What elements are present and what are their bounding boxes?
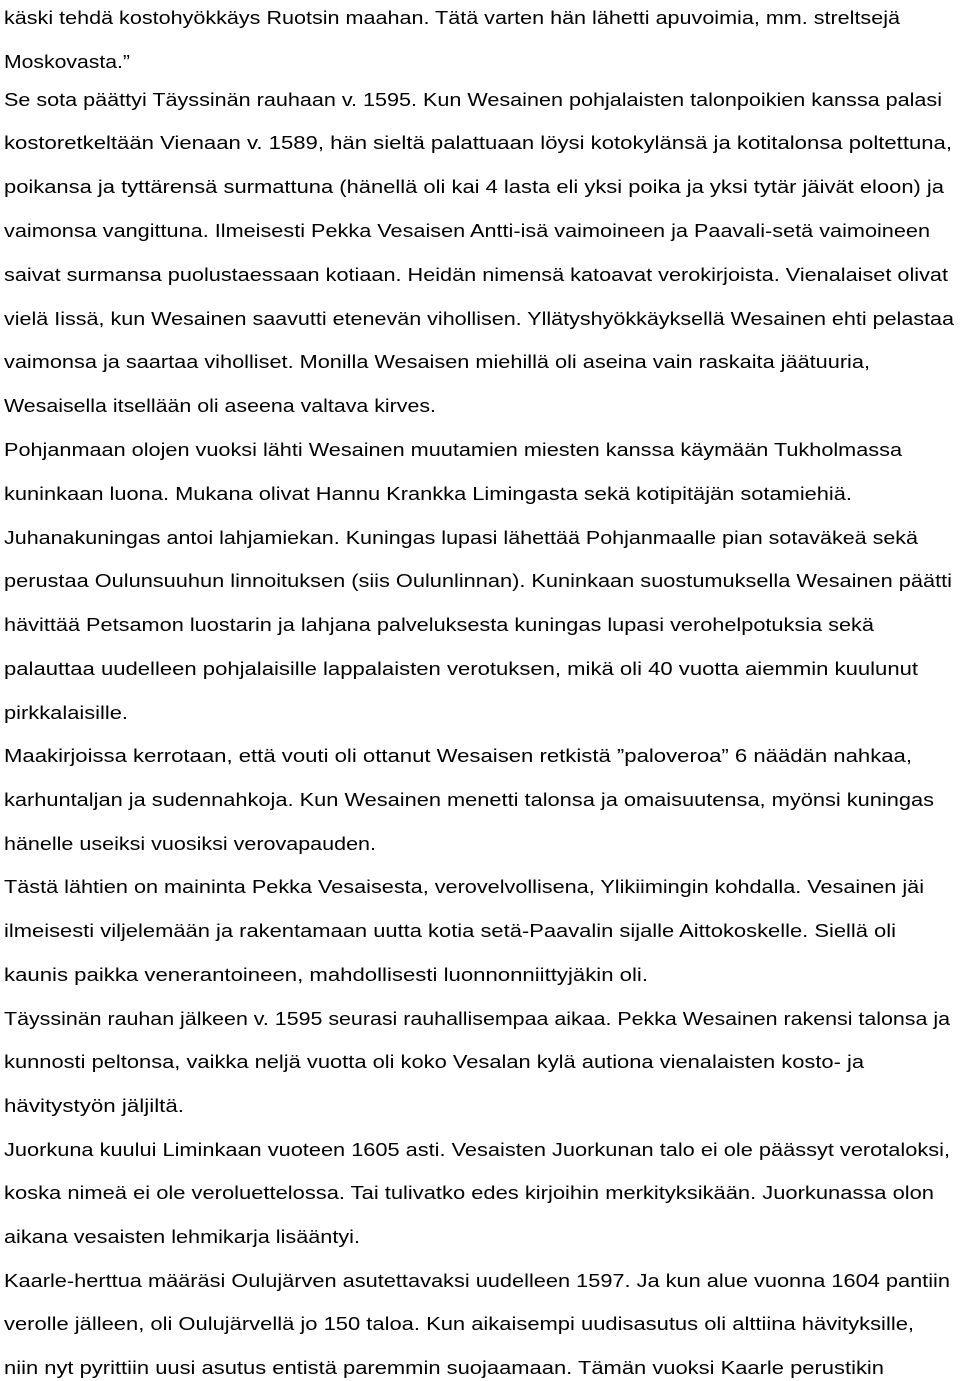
text-line: [4, 1050, 864, 1074]
line-text: ilmeisesti viljelemään ja rakentamaan uutta kotia setä-Paavalin sijalle Aittokoskelle. Siellä oli: [4, 920, 896, 941]
text-line: [4, 1269, 950, 1293]
line-text: kunnosti peltonsa, vaikka neljä vuotta oli koko Vesalan kylä autiona vienalaisten kosto- ja: [4, 1051, 864, 1072]
line-text: Se sota päättyi Täyssinän rauhaan v. 1595. Kun Wesainen pohjalaisten talonpoikien kanssa palasi: [4, 89, 942, 110]
text-line: [4, 482, 853, 506]
line-text: kostoretkeltään Vienaan v. 1589, hän sieltä palattuaan löysi kotokylänsä ja kotitalonsa poltettuna,: [4, 132, 952, 153]
line-text: käski tehdä kostohyökkäys Ruotsin maahan. Tätä varten hän lähetti apuvoimia, mm. streltsejä: [4, 7, 900, 28]
text-line: [4, 88, 942, 112]
text-line: [4, 569, 952, 593]
text-line: [4, 1094, 184, 1118]
text-line: [4, 131, 952, 155]
text-line: [4, 875, 924, 899]
line-text: Täyssinän rauhan jälkeen v. 1595 seurasi rauhallisempaa aikaa. Pekka Wesainen rakensi talonsa ja: [4, 1008, 950, 1029]
line-text: pirkkalaisille.: [4, 702, 128, 723]
text-line: [4, 219, 930, 243]
text-line: [4, 919, 896, 943]
text-line: [4, 307, 954, 331]
text-line: [4, 1225, 360, 1249]
text-line: [4, 613, 874, 637]
line-text: perustaa Oulunsuuhun linnoituksen (siis Oulunlinnan). Kuninkaan suostumuksella Wesainen päätti: [4, 570, 952, 591]
line-text: kuninkaan luona. Mukana olivat Hannu Krankka Limingasta sekä kotipitäjän sotamiehiä.: [4, 483, 853, 504]
text-line: [4, 1138, 951, 1162]
text-line: [4, 6, 900, 30]
line-text: Kaarle-herttua määräsi Oulujärven asutettavaksi uudelleen 1597. Ja kun alue vuonna 1604 pantiin: [4, 1270, 950, 1291]
line-text: Maakirjoissa kerrotaan, että vouti oli ottanut Wesaisen retkistä ”paloveroa” 6 näädän nahkaa,: [4, 745, 912, 766]
text-line: [4, 438, 902, 462]
text-line: [4, 963, 648, 987]
text-line: [4, 744, 912, 768]
text-line: [4, 701, 128, 725]
text-line: [4, 50, 130, 74]
text-line: [4, 175, 944, 199]
line-text: hävitystyön jäljiltä.: [4, 1095, 184, 1116]
line-text: Moskovasta.”: [4, 51, 130, 72]
line-text: saivat surmansa puolustaessaan kotiaan. Heidän nimensä katoavat verokirjoista. Vienalaiset olivat: [4, 264, 949, 285]
line-text: kaunis paikka venerantoineen, mahdollisesti luonnonniittyjäkin oli.: [4, 964, 648, 985]
text-line: [4, 788, 934, 812]
line-text: karhuntaljan ja sudennahkoja. Kun Wesainen menetti talonsa ja omaisuutensa, myönsi kuningas: [4, 789, 934, 810]
line-text: aikana vesaisten lehmikarja lisääntyi.: [4, 1226, 360, 1247]
line-text: poikansa ja tyttärensä surmattuna (hänellä oli kai 4 lasta eli yksi poika ja yksi tytär jäivät eloon) ja: [4, 176, 944, 197]
line-text: niin nyt pyrittiin uusi asutus entistä paremmin suojaamaan. Tämän vuoksi Kaarle perustikin: [4, 1357, 884, 1378]
line-text: palauttaa uudelleen pohjalaisille lappalaisten verotuksen, mikä oli 40 vuotta aiemmin kuulunut: [4, 658, 918, 679]
line-text: vaimonsa ja saartaa viholliset. Monilla Wesaisen miehillä oli aseina vain raskaita jäätuuria,: [4, 351, 870, 372]
text-line: [4, 263, 949, 287]
line-text: hänelle useiksi vuosiksi verovapauden.: [4, 833, 376, 854]
line-text: Pohjanmaan olojen vuoksi lähti Wesainen muutamien miesten kanssa käymään Tukholmassa: [4, 439, 902, 460]
text-line: [4, 526, 919, 550]
line-text: Juorkuna kuului Liminkaan vuoteen 1605 asti. Vesaisten Juorkunan talo ei ole päässyt verotaloksi,: [4, 1139, 951, 1160]
text-line: [4, 1312, 914, 1336]
text-line: [4, 657, 918, 681]
line-text: vielä Iissä, kun Wesainen saavutti etenevän vihollisen. Yllätyshyökkäyksellä Wesainen ehti pelastaa: [4, 308, 954, 329]
text-line: [4, 350, 870, 374]
line-text: verolle jälleen, oli Oulujärvellä jo 150 taloa. Kun aikaisempi uudisasutus oli alttiina hävityksille,: [4, 1313, 914, 1334]
text-line: [4, 1181, 934, 1205]
line-text: Wesaisella itsellään oli aseena valtava kirves.: [4, 395, 436, 416]
line-text: koska nimeä ei ole veroluettelossa. Tai tulivatko edes kirjoihin merkityksikään. Juorkunassa olon: [4, 1182, 934, 1203]
text-line: [4, 1007, 950, 1031]
line-text: vaimonsa vangittuna. Ilmeisesti Pekka Vesaisen Antti-isä vaimoineen ja Paavali-setä vaimoineen: [4, 220, 930, 241]
line-text: Juhanakuningas antoi lahjamiekan. Kuningas lupasi lähettää Pohjanmaalle pian sotaväkeä sekä: [4, 527, 919, 548]
text-line: [4, 394, 436, 418]
document-page: [4, 0, 956, 1381]
line-text: Tästä lähtien on maininta Pekka Vesaisesta, verovelvollisena, Ylikiimingin kohdalla. Vesainen jäi: [4, 876, 924, 897]
text-line: [4, 1356, 884, 1380]
line-text: hävittää Petsamon luostarin ja lahjana palveluksesta kuningas lupasi verohelpotuksia sekä: [4, 614, 874, 635]
text-line: [4, 832, 376, 856]
